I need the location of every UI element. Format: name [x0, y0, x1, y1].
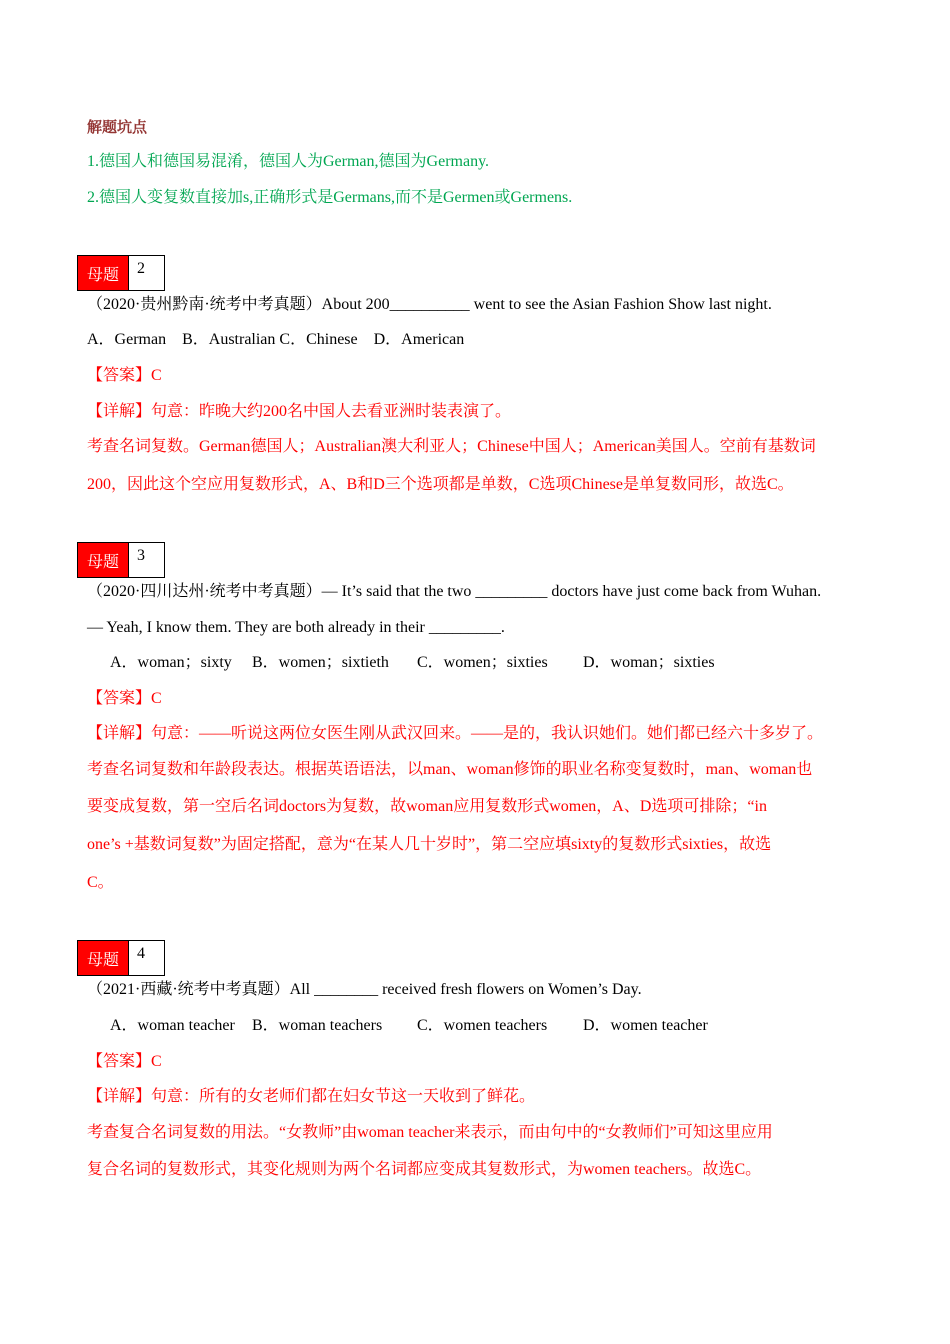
pitfall-point-2: 2.德国人变复数直接加s,正确形式是Germans,而不是Germen或Germens. — [87, 189, 573, 206]
question-2-analysis-2: 200，因此这个空应用复数形式，A、B和D三个选项都是单数，C选项Chinese是单复数同形，故选C。 — [87, 476, 794, 493]
question-2-answer: 【答案】C — [87, 367, 162, 384]
question-2-stem: （2020·贵州黔南·统考中考真题）About 200__________ went to see the Asian Fashion Show last night. — [87, 296, 772, 313]
question-tag: 母题 — [77, 542, 129, 578]
option-b: B．women；sixtieth — [252, 654, 389, 671]
question-2-detail: 【详解】句意：昨晚大约200名中国人去看亚洲时装表演了。 — [87, 403, 512, 420]
question-number: 4 — [129, 940, 165, 976]
option-c: C．women；sixties — [417, 654, 548, 671]
question-number: 2 — [129, 255, 165, 291]
question-3-label — [77, 542, 165, 578]
question-tag: 母题 — [77, 255, 129, 291]
question-3-stem: （2020·四川达州·统考中考真题）— It’s said that the two _________ doctors have just come back from Wuhan. — [87, 583, 822, 600]
pitfall-point-1: 1.德国人和德国易混淆，德国人为German,德国为Germany. — [87, 153, 490, 170]
question-4-analysis-1: 考查复合名词复数的用法。“女教师”由woman teacher来表示，而由句中的“女教师们”可知这里应用 — [87, 1124, 773, 1141]
question-4-detail: 【详解】句意：所有的女老师们都在妇女节这一天收到了鲜花。 — [87, 1088, 536, 1105]
question-3-detail: 【详解】句意：——听说这两位女医生刚从武汉回来。——是的，我认识她们。她们都已经六十多岁了。 — [87, 725, 824, 742]
question-3-analysis-1: 考查名词复数和年龄段表达。根据英语语法，以man、woman修饰的职业名称变复数时，man、woman也 — [87, 761, 813, 778]
option-d: D．women teacher — [583, 1017, 708, 1034]
question-number: 3 — [129, 542, 165, 578]
question-2-analysis-1: 考查名词复数。German德国人；Australian澳大利亚人；Chinese中国人；American美国人。空前有基数词 — [87, 438, 816, 455]
option-a: A．woman；sixty — [110, 654, 232, 671]
option-d: D．woman；sixties — [583, 654, 715, 671]
question-3-answer: 【答案】C — [87, 690, 162, 707]
question-2-options: A．German B．Australian C．Chinese D．American — [87, 331, 465, 348]
question-4-stem: （2021·西藏·统考中考真题）All ________ received fresh flowers on Women’s Day. — [87, 981, 642, 998]
question-4-analysis-2: 复合名词的复数形式，其变化规则为两个名词都应变成其复数形式，为women teachers。故选C。 — [87, 1161, 762, 1178]
option-a: A．woman teacher — [110, 1017, 235, 1034]
question-3-analysis-3: one’s +基数词复数”为固定搭配，意为“在某人几十岁时”，第二空应填sixty的复数形式sixties，故选 — [87, 836, 772, 853]
question-3-analysis-4: C。 — [87, 874, 114, 891]
question-4-label — [77, 940, 165, 976]
pitfall-title: 解题坑点 — [87, 120, 148, 136]
question-3-analysis-2: 要变成复数，第一空后名词doctors为复数，故woman应用复数形式women，A、D选项可排除；“in — [87, 798, 767, 815]
question-3-stem-2: — Yeah, I know them. They are both already in their _________. — [87, 619, 505, 636]
question-4-answer: 【答案】C — [87, 1053, 162, 1070]
option-b: B．woman teachers — [252, 1017, 383, 1034]
option-c: C．women teachers — [417, 1017, 548, 1034]
question-tag: 母题 — [77, 940, 129, 976]
question-2-label — [77, 255, 165, 291]
